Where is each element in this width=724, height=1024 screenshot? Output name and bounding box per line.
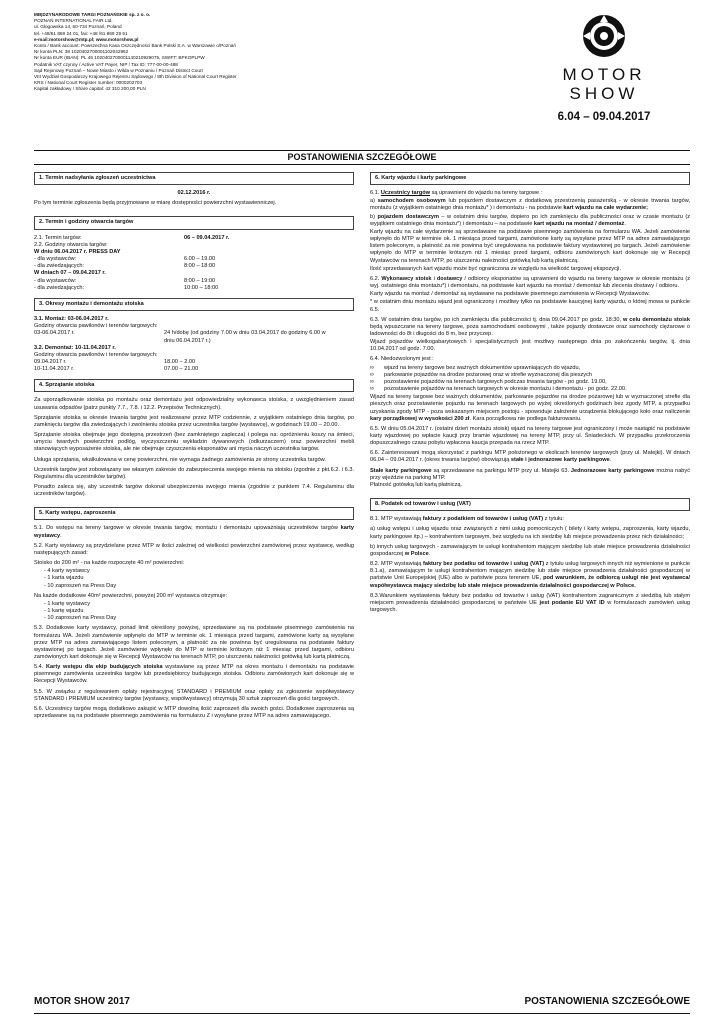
left-column (34, 172, 354, 723)
paragraph: 6.3. W ostatnim dniu targów, po ich zamknięciu dla publiczności tj. dnia 09.04.2017 po godz. 18:30, w celu demontażu stoisk będą wpuszczane na tereny targowe, poza samochodami osobowymi , także pojazdy dostawcze oraz samochody ciężarowe o ładowności do 8t i długości do 8 m, bez przyczep. (370, 316, 690, 337)
event-dates: 6.04 – 09.04.2017 (557, 111, 651, 123)
paragraph: Stoisko do 200 m² - na każde rozpoczęte 40 m² powierzchni: (34, 560, 185, 567)
schedule-line: 2.2. Godziny otwarcia targów: (34, 241, 108, 248)
list-item: - 1 karta wjazdu (44, 575, 84, 582)
header-line: VIII Wydział Gospodarczy Krajowego Rejestru Sądowego / 8th Division of National Court Register (34, 74, 237, 80)
header-line: Nr konta EUR (IBAN): PL 46 1020402700001140210929075, SWIFT: BPKOPLPW (34, 55, 205, 61)
list-item: - 10 zaproszeń na Press Day (44, 615, 117, 622)
list-item: - 4 karty wystawcy (44, 568, 90, 575)
paragraph: Uczestnik targów jest zobowiązany we własnym zakresie do zabezpieczenia swojego mienia na stoisku (zgodnie z pkt.6.2. i 6.3. Regulaminu dla uczestników targów). (34, 466, 354, 480)
schedule-line: W dniu 06.04.2017 r. PRESS DAY (34, 248, 121, 255)
paragraph: 5.2. Karty wystawcy są przydzielane przez MTP w ilości zależnej od wielkości powierzchni zamówionej przez wystawcę, według następujących zasad: (34, 542, 354, 556)
section-heading: 5. Karty wstępu, zaproszenia (34, 507, 354, 520)
section-heading: 6. Karty wjazdu i karty parkingowe (370, 172, 690, 185)
footer-event-name: MOTOR SHOW 2017 (34, 996, 130, 1007)
bullet-icon: ∞ (370, 371, 374, 378)
deadline-date: 02.12.2016 r. (177, 190, 211, 197)
logo-word-motor: MOTOR (562, 65, 646, 84)
motor-show-logo (554, 12, 654, 125)
schedule-line: W dniach 07 – 09.04.2017 r. (34, 270, 106, 277)
section-heading: 2. Termin i godziny otwarcia targów (34, 216, 354, 229)
paragraph: 8.1. MTP wystawiają faktury z podatkiem od towarów i usług (VAT) z tytułu: (370, 516, 564, 523)
header-line: Nr konta PLN: 38 1020402700001102042962 (34, 49, 129, 55)
paragraph: Płatność gotówką lub kartą płatniczą. (370, 481, 463, 488)
bullet-icon: ∞ (370, 364, 374, 371)
section-heading: 8. Podatek od towarów i usług (VAT) (370, 498, 690, 511)
list-item: - 10 zaproszeń na Press Day (44, 582, 117, 589)
header-email[interactable]: e-mail:motorshow@mtp.pl; www.motorshow.pl (34, 36, 139, 42)
paragraph: b) pojazdem dostawczym – w ostatnim dniu targów, dopiero po ich zamknięciu dla publiczności oraz w czasie montażu (z wyjątkiem ostatniego dnia montażu*) i demontażu – na podstawie kart wjazdu na montaż / demontaż. (370, 213, 690, 227)
footer-doc-title: POSTANOWIENIA SZCZEGÓŁOWE (524, 996, 690, 1007)
header-line: ul. Głogowska 14, 60-734 Poznań, Poland (34, 24, 122, 30)
header-line: KRS / National Court Register number: 0000202703 (34, 80, 143, 86)
paragraph: a) usług wstępu i usług wjazdu oraz związanych z nimi usług pomocniczych ( bilety i karty wstępu, zaproszenia, karty wjazdu, karty parkingowe itp.) – kontrahentom targowym, bez względu na ich siedzibę lub miejsce prowadzenia przez nich działalności; (370, 526, 690, 540)
header-line: Konto / Bank account: Powszechna Kasa Oszczędności Bank Polski S.A. w Warszawie o/Poznań (34, 43, 237, 49)
schedule-row: - dla wystawców: 6.00 – 19.00 (34, 256, 216, 263)
paragraph: 6.4. Niedozwolonym jest : (370, 356, 434, 363)
paragraph: * w ostatnim dniu montażu wjazd jest ograniczony i możliwy tylko na podstawie kaucyjnej karty wjazdu, o której mowa w punkcie 6.5. (370, 299, 690, 313)
paragraph: 6.1. Uczestnicy targów są uprawnieni do wjazdu na tereny targowe : (370, 190, 543, 197)
page-title: POSTANOWIENIA SZCZEGÓŁOWE (34, 150, 690, 165)
logo-word-show: SHOW (569, 84, 639, 103)
list-item: ∞ wjazd na tereny targowe bez ważnych dokumentów uprawniających do wjazdu, (370, 364, 581, 371)
schedule-line: Godziny otwarcia pawilonów i terenów targowych: (34, 323, 158, 330)
schedule-row: - dla wystawców: 8:00 – 19:00 (34, 277, 216, 284)
schedule-row: 10-11.04.2017 r. 07.00 – 21.00 (34, 366, 199, 373)
paragraph: 6.6. Zainteresowani mogą skorzystać z parkingu MTP położonego w okolicach terenów targowych (przy ul. Matejki). W dniach 06.04 – 09.04.2017 r. (okres trwania targów) obowiązują stałe i jednorazowe karty parkingowe. (370, 450, 690, 464)
list-item: - 1 kartę wystawcy (44, 600, 91, 607)
paragraph: 5.4. Karty wstępu dla ekip budujących stoiska wystawiane są przez MTP na okres montażu i demontażu na podstawie pisemnego zamówienia uczestnika targów lub przedsiębiorcy budującego stoiska. Odbioru zamówionych kart dokonuje się w Recepcji Wystawców. (34, 664, 354, 685)
paragraph: Na każde dodatkowe 40m² powierzchni, powyżej 200 m² wystawca otrzymuje: (34, 592, 228, 599)
list-item: ∞ pozostawienie pojazdów na terenach targowych w okresie montażu i demontażu - po godz. 22.00. (370, 386, 627, 393)
paragraph: 8.2. MTP wystawiają faktury bez podatku od towarów i usług (VAT) z tytułu usług targowych innych niż wymienione w punkcie 8.1.a), zamawiającym te usługi kontrahentom mającym siedzibę lub stałe miejsce prowadzenia działalności gospodarczej w państwie Unii Europejskiej (UE) albo w państwie poza terenem UE, pod warunkiem, że odbiorcą usługi nie jest wystawca/ współwystawca mający siedzibę lub stałe miejsce prowadzenia działalności gospodarczej w Polsce. (370, 561, 690, 589)
company-header (34, 12, 354, 93)
list-item: - 1 kartę wjazdu (44, 608, 84, 615)
paragraph: Ilość sprzedawanych kart wjazdu może być ograniczona ze względu na wielkość targowej ekspozycji. (370, 265, 621, 272)
paragraph: Usługa sprzątania, wkalkulowana w cenę powierzchni, nie wymaga żadnego zamówienia ze strony uczestnika targów. (34, 456, 326, 463)
schedule-line: 3.2. Demontaż: 10-11.04.2017 r. (34, 344, 116, 351)
paragraph: Sprzątanie stoiska obejmuje jego dostępną przestrzeń (bez zamkniętego zaplecza) i polega na: opróżnieniu koszy na śmieci, umyciu twardych powierzchni podłóg, wyczyszczeniu wykładzin dywanowych (odkurzaczem) oraz powierzchni mebli stanowiących wyposażenie stoiska, ale nie obejmuje czyszczenia eksponatów ani mycia naczyń uczestnika targów. (34, 432, 354, 453)
section-heading: 4. Sprzątanie stoiska (34, 379, 354, 392)
footer-rule (34, 1013, 690, 1014)
paragraph: Wjazd pojazdów wielkogabarytowych i specjalistycznych jest możliwy następnego dnia po zakończeniu targów, tj. dnia 10.04.2017 od godz. 7.00. (370, 339, 690, 353)
paragraph: Karty wjazdu na montaż / demontaż są wydawane na podstawie pisemnego zamówienia w Recepcji Wystawców. (370, 291, 650, 298)
header-line: tel. +48/61 869 24 01, fax: +48 /61 869 29 51 (34, 30, 128, 36)
header-line: Podatnik VAT czynny / Active VAT Payer, NIP / Tax ID: 777-00-00-488 (34, 61, 178, 67)
paragraph: a) samochodem osobowym lub pojazdem dostawczym z dodatkową przestrzenią pasażerską - w okresie trwania targów, montażu (z wyjątkiem ostatniego dnia montażu* ) i demontażu - na podstawie kart wjazdu na całe wydarzenie; (370, 198, 691, 212)
schedule-row: 09.04.2017 r. 18.00 – 2.00 (34, 358, 196, 365)
paragraph: Karty wjazdu na całe wydarzenie są sprzedawane na podstawie pisemnego zamówienia na formularzu WA. Jeżeli zamówienie wpłynęło do MTP w terminie ok. 1 miesiąca przed targami, zamówione karty są wysyłane przez MTP na adres zamawiającego listem poleconym, a płatność za nie powinna być uregulowana na podstawie faktury wystawionej po targach. Jeżeli zamówienie wpłynęło do MTP w terminie krótszym niż 1 miesiąc przed targami, odbioru zamówionych kart dokonuje się w Recepcji Wystawców na terenach MTP, po uiszczeniu należności gotówką lub kartą płatniczą. (370, 228, 690, 264)
schedule-row: - dla zwiedzających: 10:00 – 18:00 (34, 284, 219, 291)
list-item: ∞ pozostawienie pojazdów na terenach targowych podczas trwania targów - po godz. 19.00, (370, 378, 607, 385)
paragraph: Za uporządkowanie stoiska po montażu oraz demontażu jest odpowiedzialny wykonawca stoiska, z uwzględnieniem zasad usuwania odpadów (patrz punkty 7.7., 7.8. i 12.2. Przepisów Technicznych). (34, 397, 354, 411)
schedule-line: 3.1. Montaż: 03-06.04.2017 r. (34, 316, 109, 323)
paragraph: b) innych usług targowych - zamawiającym te usługi kontrahentom mającym siedzibę lub stałe miejsce prowadzenia działalności gospodarczej w Polsce. (370, 543, 690, 557)
bullet-icon: ∞ (370, 378, 374, 385)
paragraph: Po tym terminie zgłoszenia będą przyjmowane w miarę dostępności powierzchni wystawienniczej. (34, 200, 277, 207)
paragraph: Wjazd na tereny targowe bez ważnych dokumentów, parkowanie pojazdów na drodze pożarowej lub w wyznaczonej strefie dla pieszych oraz pozostawienie pojazdu na terenach targowych po wyżej określonych godzinach bez zgody MTP, a przypadku uzyskania zgody MTP - poza wskazanym miejscem postoju - spowoduje założenie urządzenia blokującego koło oraz naliczenie kary porządkowej w wysokości 200 zł. Kara porządkowa nie podlega fakturowaniu. (370, 394, 690, 422)
schedule-row: - dla zwiedzających: 8:00 – 18:00 (34, 263, 216, 270)
schedule-row: 03-06.04.2017 r. 24 h/dobę (od godziny 7.00 w dniu 03.04.2017 do godziny 6.00 w dniu 06.04.2017 r.) (34, 330, 326, 344)
header-line: Kapitał zakładowy / Share capital: 42 310 200,00 PLN (34, 86, 146, 92)
right-column (370, 172, 690, 617)
paragraph: 5.5. W związku z regulowaniem opłaty rejestracyjnej STANDARD i PREMIUM oraz opłaty za zgłoszenie współwystawcy STANDARD i PREMIUM uczestnicy targów (wystawcy, współwystawcy) otrzymują 30 sztuk zaproszeń dla gości targowych. (34, 688, 354, 702)
paragraph: Stałe karty parkingowe są sprzedawane na parkingu MTP przy ul. Matejki 63. Jednorazowe karty parkingowe można nabyć przy wjeździe na parking MTP. (370, 467, 691, 481)
schedule-row: 2.1. Termin targów: 06 – 09.04.2017 r. (34, 234, 230, 241)
paragraph: 8.3.Warunkiem wystawienia faktury bez podatku od towarów i usług (VAT) kontrahentom zagranicznym z siedzibą lub stałym miejscem prowadzenia działalności gospodarczej w państwie UE jest podanie EU VAT ID w formularzach zamówień usług targowych. (370, 592, 690, 613)
paragraph: Sprzątanie stoiska w okresie trwania targów jest realizowane przez MTP codziennie, z wyjątkiem ostatniego dnia targów, po zamknięciu targów dla zwiedzających i zwolnieniu stoiska przez uczestnika targów (wystawcę), w godzinach 19.00 – 20.00. (34, 414, 354, 428)
header-line: Sąd Rejonowy Poznań – Nowe Miasto i Wilda w Poznaniu / Poznań District Court (34, 67, 203, 73)
bullet-icon: ∞ (370, 386, 374, 393)
list-item: ∞ parkowanie pojazdów na drodze pożarowej oraz w strefie wyznaczonej dla pieszych (370, 371, 593, 378)
paragraph: 5.6. Uczestnicy targów mogą dodatkowo zakupić w MTP dowolną ilość zaproszeń dla swoich gości. Dodatkowe zaproszenia są sprzedawane są na podstawie pisemnego zamówienia na formularzu Z i wysyłane przez MTP na adres zamawiającego. (34, 705, 354, 720)
company-name: MIĘDZYNARODOWE TARGI POZNAŃSKIE sp. z o. o. (34, 12, 151, 17)
section-heading: 1. Termin nadsyłania zgłoszeń uczestnictwa (34, 172, 354, 185)
paragraph: 6.2. Wykonawcy stoisk i dostawcy / odbiorcy eksponatów są uprawnieni do wjazdu na tereny targowe w okresie montażu (z wyj. ostatniego dnia montażu*) i demontażu, na podstawie kart wjazdu na montaż / demontaż lub zlecenia dostawy / odbioru. (370, 275, 691, 290)
paragraph: 5.1. Do wstępu na tereny targowe w okresie trwania targów, montażu i demontażu upoważniają uczestników targów karty wystawcy. (34, 525, 354, 539)
paragraph: Ponadto zaleca się, aby uczestnik targów dokonał ubezpieczenia swojego mienia (zgodnie z punktem 7.4. Regulaminu dla uczestników targów). (34, 484, 354, 498)
schedule-line: Godziny otwarcia pawilonów i terenów targowych: (34, 351, 158, 358)
section-heading: 3. Okresy montażu i demontażu stoiska (34, 298, 354, 311)
header-line: POZNAŃ INTERNATIONAL FAIR Ltd. (34, 18, 113, 24)
logo-emblem-icon (580, 12, 628, 60)
paragraph: 6.5. W dniu 05.04.2017 r. (ostatni dzień montażu stoisk) wjazd na tereny targowe jest ograniczony i może nastąpić na podstawie karty wjazdowej po wpłacie kaucji przy bramie wjazdowej na tereny MTP, przy ul. Śniadeckich. W przypadku przekroczenia dopuszczalnego czasu pobytu wpłacona kaucja przepada na rzecz MTP. (370, 425, 690, 447)
paragraph: 5.3. Dodatkowe karty wystawcy, ponad limit określony powyżej, sprzedawane są na podstawie pisemnego zamówienia na formularzu WA. Jeżeli zamówienie wpłynęło do MTP w terminie ok. 1 miesiąca przed targami, zamówione karty są wysyłane przez MTP na adres zamawiającego listem poleconym, a płatność za nie powinna być uregulowana na podstawie faktury wystawionej po targach. Jeżeli zamówienie wpłynęło do MTP w terminie krótszym niż 1 miesiąc przed targami, odbioru zamówionych kart dokonuje się w Recepcji Wystawców na terenach MTP, po uiszczeniu należności gotówką lub kartą płatniczą. (34, 625, 354, 660)
